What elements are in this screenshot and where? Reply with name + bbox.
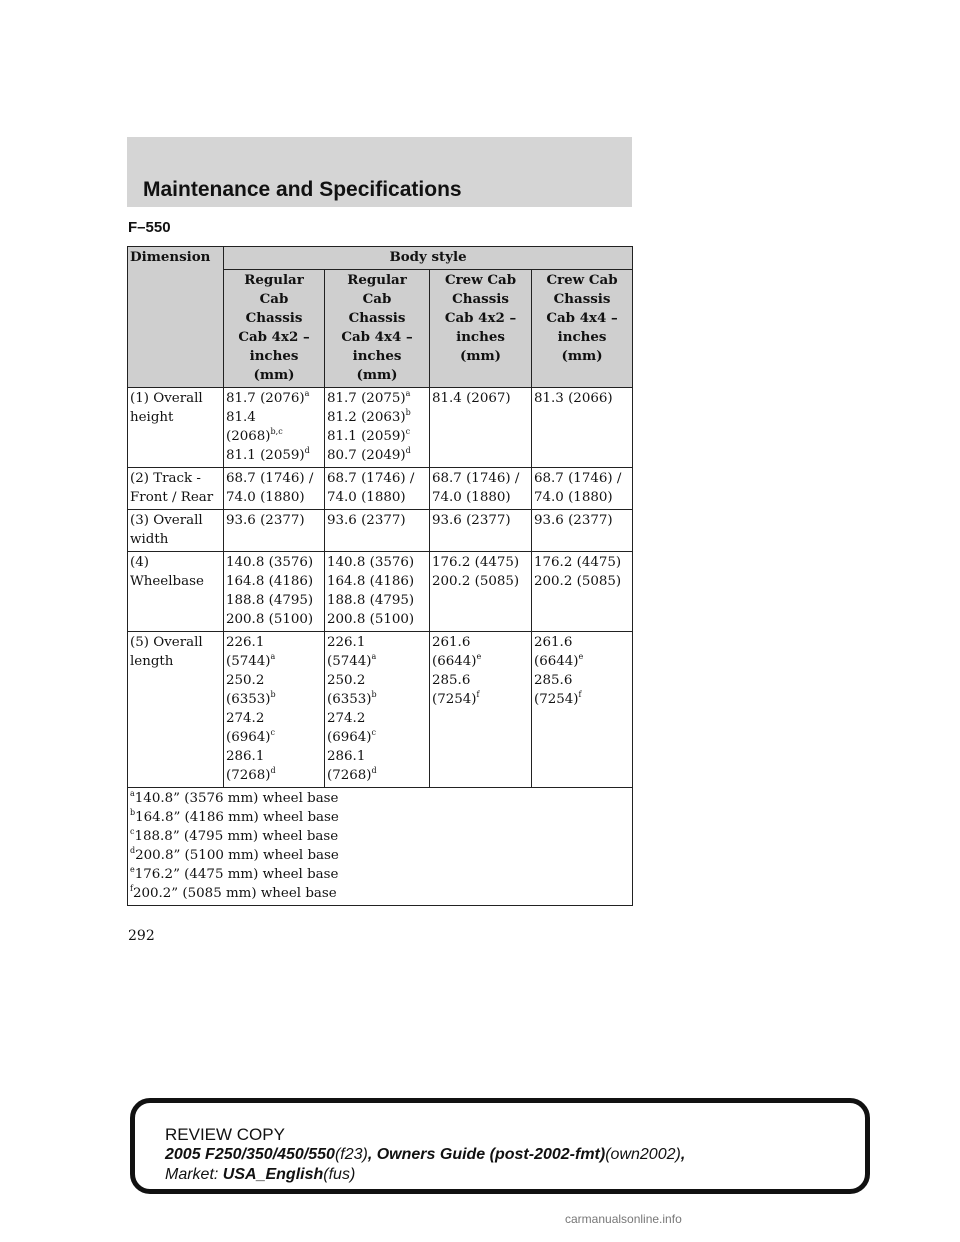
cell-value: (7254) [534,692,579,707]
review-code-3: (fus) [323,1166,356,1183]
cell-line [226,389,322,408]
row-label-line: width [130,532,169,547]
table-cell [430,388,532,468]
cell-line [226,469,322,488]
cell-value: 140.8 (3576) [327,555,415,570]
cell-value: (6964) [226,730,271,745]
cell-value: 74.0 (1880) [226,490,305,505]
cell-value: (6353) [327,692,372,707]
cell-line [534,511,630,530]
review-market: USA_English [222,1166,324,1183]
footnote [130,827,630,846]
cell-value: 81.7 (2075) [327,391,406,406]
cell-value: 164.8 (4186) [327,574,415,589]
table-cell [325,552,430,632]
footnotes-row [128,788,633,906]
footnote-letter: c [130,827,135,836]
cell-line [327,511,427,530]
row-label-line: (4) [130,555,149,570]
footnote [130,865,630,884]
cell-line [327,553,427,572]
row-label-line: Front / Rear [130,490,214,505]
cell-line [432,572,529,591]
header-line: inches [352,348,402,364]
review-model: 2005 F250/350/450/550 [165,1146,335,1163]
row-label [128,552,224,632]
footnote-marker: a [405,389,411,398]
cell-value: (6644) [432,654,477,669]
cell-value: 140.8 (3576) [226,555,314,570]
header-line: Cab [362,291,392,307]
cell-line [226,408,322,427]
table-cell [532,468,633,510]
header-line: (mm) [253,367,295,383]
row-label-line: (1) Overall [130,391,203,406]
cell-line [432,553,529,572]
cell-line [327,766,427,785]
footnote-marker: b,c [270,427,283,436]
cell-value: (5744) [226,654,271,669]
footnote-marker: d [270,766,276,775]
cell-value: 81.4 [226,410,256,425]
cell-line [327,591,427,610]
cell-line [226,511,322,530]
cell-value: (7268) [327,768,372,783]
dimensions-table [127,246,633,906]
row-label-line: (3) Overall [130,513,203,528]
cell-value: 81.3 (2066) [534,391,613,406]
cell-line [327,572,427,591]
page-number: 292 [128,928,155,944]
model-heading: F–550 [128,219,171,236]
cell-line [226,671,322,690]
table-cell [224,632,325,788]
footnote-marker: b [405,408,411,417]
cell-value: 176.2 (4475) [432,555,520,570]
cell-line [432,488,529,507]
footnote-marker: a [304,389,310,398]
footnote-text: 200.2” (5085 mm) wheel base [132,886,337,901]
body-style-column-header [532,270,633,388]
cell-line [226,690,322,709]
cell-line [432,633,529,652]
cell-line [432,511,529,530]
cell-line [534,469,630,488]
cell-line [534,389,630,408]
table-cell [430,510,532,552]
cell-value: (7254) [432,692,477,707]
cell-value: 226.1 [226,635,265,650]
cell-line [226,747,322,766]
footnote-text: 140.8” (3576 mm) wheel base [134,791,339,806]
table-cell [430,552,532,632]
cell-line [327,709,427,728]
cell-line [432,389,529,408]
cell-line [226,728,322,747]
review-market-label: Market: [165,1166,219,1183]
footnote-marker: c [270,728,276,737]
cell-value: 93.6 (2377) [327,513,406,528]
footnote-marker: f [476,690,480,699]
row-label [128,388,224,468]
cell-value: (6353) [226,692,271,707]
cell-line [534,671,630,690]
cell-line [327,652,427,671]
cell-value: 188.8 (4795) [327,593,415,608]
cell-line [534,572,630,591]
header-line: Crew Cab [444,272,517,288]
footnote-marker: e [578,652,584,661]
table-cell [325,510,430,552]
cell-line [327,747,427,766]
cell-value: 81.4 (2067) [432,391,511,406]
table-cell [430,468,532,510]
cell-value: (6964) [327,730,372,745]
footnote-marker: a [270,652,276,661]
body-style-column-header [325,270,430,388]
body-style-column-header [430,270,532,388]
cell-value: 200.8 (5100) [327,612,415,627]
header-line: Chassis [553,291,611,307]
cell-value: 286.1 [226,749,265,764]
row-label [128,632,224,788]
cell-line [226,446,322,465]
row-label-line: (2) Track - [130,471,201,486]
header-line: Cab 4x4 – [546,310,618,326]
cell-value: 68.7 (1746) / [432,471,520,486]
table-cell [325,388,430,468]
cell-value: 274.2 [327,711,366,726]
table-cell [430,632,532,788]
row-label-line: length [130,654,174,669]
footnotes-cell [128,788,633,906]
header-line: Crew Cab [546,272,618,288]
review-guide: , Owners Guide (post-2002-fmt) [367,1146,606,1163]
cell-line [327,469,427,488]
cell-value: 200.8 (5100) [226,612,314,627]
header-line: Cab 4x2 – [444,310,517,326]
header-line: (mm) [561,348,603,364]
cell-line [534,690,630,709]
footnote-marker: d [405,446,411,455]
cell-line [327,633,427,652]
table-cell [325,468,430,510]
header-line: Cab 4x4 – [341,329,413,345]
footnote-letter: d [130,846,136,855]
footnote-marker: e [476,652,482,661]
footnote-marker: c [405,427,411,436]
table-row [128,552,633,632]
table-row [128,510,633,552]
footnote-marker: b [371,690,377,699]
table-row [128,632,633,788]
cell-value: 93.6 (2377) [534,513,613,528]
cell-value: 176.2 (4475) [534,555,622,570]
review-comma: , [680,1146,686,1163]
cell-value: 285.6 [432,673,471,688]
cell-value: 285.6 [534,673,573,688]
cell-line [226,610,322,629]
cell-line [226,427,322,446]
footnote [130,789,630,808]
review-copy-text [165,1125,685,1185]
table-cell [224,552,325,632]
cell-line [327,446,427,465]
header-line: Cab 4x2 – [238,329,310,345]
row-label [128,510,224,552]
cell-value: 226.1 [327,635,366,650]
footnote-letter: a [130,789,135,798]
footnote [130,808,630,827]
footnote-marker: a [371,652,377,661]
header-line: (mm) [459,348,501,364]
cell-line [226,709,322,728]
header-line: Chassis [245,310,303,326]
header-line: (mm) [356,367,398,383]
header-line: Chassis [348,310,406,326]
header-line: Cab [259,291,289,307]
header-line: Regular [347,272,407,288]
footnote-letter: e [130,865,135,874]
cell-line [226,766,322,785]
cell-line [432,652,529,671]
cell-line [432,690,529,709]
header-line: inches [456,329,505,345]
footnote-marker: b [270,690,276,699]
cell-value: 80.7 (2049) [327,448,406,463]
cell-value: 250.2 [327,673,366,688]
review-code-1: (f23) [334,1146,368,1163]
cell-value: 81.7 (2076) [226,391,305,406]
cell-line [327,690,427,709]
footnote [130,846,630,865]
footnote-text: 164.8” (4186 mm) wheel base [135,810,339,825]
row-label [128,468,224,510]
cell-value: 81.1 (2059) [327,429,406,444]
header-line: Regular [244,272,304,288]
watermark: carmanualsonline.info [565,1212,682,1226]
cell-value: (5744) [327,654,372,669]
row-label-line: height [130,410,174,425]
body-style-column-header [224,270,325,388]
footnote-letter: b [130,808,136,817]
cell-line [327,728,427,747]
table-cell [532,388,633,468]
cell-value: 81.1 (2059) [226,448,305,463]
cell-line [327,610,427,629]
cell-value: 93.6 (2377) [226,513,305,528]
cell-value: 74.0 (1880) [327,490,406,505]
header-line: Chassis [452,291,509,307]
section-title: Maintenance and Specifications [143,178,462,201]
cell-line [226,488,322,507]
cell-value: 81.2 (2063) [327,410,406,425]
cell-value: 74.0 (1880) [432,490,511,505]
cell-value: 286.1 [327,749,366,764]
table-cell [532,510,633,552]
table-cell [224,388,325,468]
cell-line [534,553,630,572]
footnote [130,884,630,903]
cell-line [534,652,630,671]
dimension-column-header: Dimension [128,247,224,388]
cell-line [226,633,322,652]
cell-value: 93.6 (2377) [432,513,511,528]
review-copy-label: REVIEW COPY [165,1125,285,1144]
footnote-marker: d [371,766,377,775]
cell-value: 68.7 (1746) / [226,471,314,486]
body-style-header: Body style [224,247,633,270]
cell-line [327,389,427,408]
table-row [128,388,633,468]
cell-line [534,633,630,652]
header-line: inches [557,329,607,345]
footnote-letter: f [130,884,133,893]
table-row [128,468,633,510]
footnote-marker: c [371,728,377,737]
cell-value: 74.0 (1880) [534,490,613,505]
footnote-marker: d [304,446,310,455]
cell-line [226,591,322,610]
cell-value: 274.2 [226,711,265,726]
cell-value: 250.2 [226,673,265,688]
footnote-marker: f [578,690,582,699]
cell-line [327,408,427,427]
cell-value: 68.7 (1746) / [327,471,415,486]
cell-line [327,427,427,446]
cell-value: (7268) [226,768,271,783]
cell-line [327,671,427,690]
row-label-line: Wheelbase [130,574,204,589]
cell-value: 261.6 [432,635,471,650]
cell-value: 200.2 (5085) [534,574,622,589]
table-cell [532,632,633,788]
cell-value: (6644) [534,654,579,669]
table-cell [532,552,633,632]
cell-line [226,553,322,572]
table-cell [325,632,430,788]
cell-value: 188.8 (4795) [226,593,314,608]
cell-line [534,488,630,507]
cell-value: (2068) [226,429,271,444]
cell-line [432,671,529,690]
table-cell [224,510,325,552]
cell-value: 68.7 (1746) / [534,471,622,486]
cell-value: 164.8 (4186) [226,574,314,589]
row-label-line: (5) Overall [130,635,203,650]
footnote-text: 200.8” (5100 mm) wheel base [135,848,339,863]
cell-line [226,572,322,591]
header-line: inches [249,348,299,364]
table-cell [224,468,325,510]
footnote-text: 176.2” (4475 mm) wheel base [134,867,339,882]
cell-line [432,469,529,488]
review-code-2: (own2002) [605,1146,681,1163]
cell-value: 200.2 (5085) [432,574,520,589]
cell-line [226,652,322,671]
cell-value: 261.6 [534,635,573,650]
cell-line [327,488,427,507]
footnote-text: 188.8” (4795 mm) wheel base [134,829,339,844]
